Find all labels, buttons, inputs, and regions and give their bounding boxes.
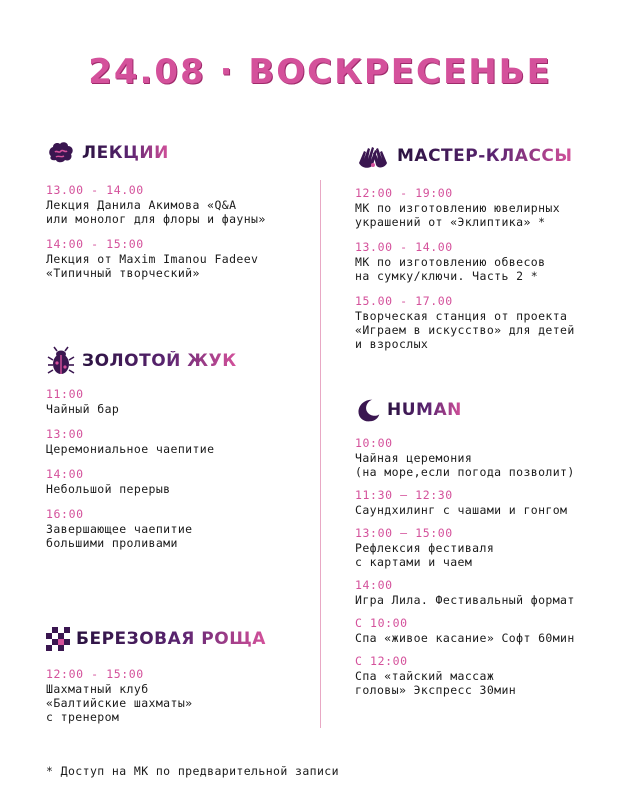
column-divider	[320, 180, 321, 728]
section-golden-beetle	[46, 344, 316, 550]
item-time: 12:00 - 19:00	[355, 186, 453, 200]
item-desc: Завершающее чаепитие большими проливами	[46, 522, 193, 550]
item-time: 11:00	[46, 387, 84, 401]
beetle-icon	[46, 346, 76, 376]
item-desc: Рефлексия фестиваля с картами и чаем	[355, 541, 495, 569]
section-human	[355, 393, 640, 697]
item-time: 15.00 - 17.00	[355, 294, 453, 308]
section-title: HUMAN	[387, 400, 462, 420]
item-desc: Игра Лила. Фестивальный формат	[355, 593, 575, 607]
item-desc: МК по изготовлению ювелирных украшений от «Эклиптика» *	[355, 201, 561, 229]
item-desc: Чайный бар	[46, 402, 120, 416]
list-item	[355, 239, 635, 283]
list-item	[355, 525, 640, 569]
item-desc: Спа «живое касание» Софт 60мин	[355, 631, 575, 645]
section-title: ЗОЛОТОЙ ЖУК	[82, 351, 237, 371]
item-desc: Лекция Данила Акимова «Q&A или монолог для флоры и фауны»	[46, 198, 266, 226]
section-header	[46, 344, 316, 378]
section-master-classes	[355, 139, 635, 351]
list-item	[355, 615, 640, 645]
section-header	[355, 139, 635, 173]
page-title: 24.08 · ВОСКРЕСЕНЬЕ	[88, 52, 552, 92]
item-desc: Творческая станция от проекта «Играем в искусство» для детей и взрослых	[355, 309, 575, 351]
list-item	[355, 435, 640, 479]
item-desc: Чайная церемония (на море,если погода позволит)	[355, 451, 575, 479]
list-item	[46, 506, 316, 550]
hands-icon	[355, 141, 391, 171]
item-time: 14:00	[46, 467, 84, 481]
section-title: ЛЕКЦИИ	[82, 143, 169, 163]
brain-icon	[46, 138, 76, 168]
section-header	[46, 136, 316, 170]
item-time: 12:00 - 15:00	[46, 667, 144, 681]
list-item	[355, 487, 640, 517]
list-item	[46, 236, 316, 280]
section-birch-grove	[46, 622, 316, 724]
item-time: 13.00 - 14.00	[355, 240, 453, 254]
item-time: 13.00 - 14.00	[46, 183, 144, 197]
item-time: 13:00	[46, 427, 84, 441]
item-desc: Шахматный клуб «Балтийские шахматы» с тренером	[46, 682, 193, 724]
moon-icon	[355, 397, 381, 423]
list-item	[46, 466, 316, 496]
item-time: 11:30 – 12:30	[355, 488, 453, 502]
section-header	[355, 393, 640, 427]
list-item	[46, 426, 316, 456]
item-desc: МК по изготовлению обвесов на сумку/ключи. Часть 2 *	[355, 255, 546, 283]
list-item	[46, 386, 316, 416]
item-time: 16:00	[46, 507, 84, 521]
item-desc: Церемониальное чаепитие	[46, 442, 215, 456]
item-desc: Спа «тайский массаж головы» Экспресс 30мин	[355, 669, 517, 697]
list-item	[355, 185, 635, 229]
item-time: 13:00 – 15:00	[355, 526, 453, 540]
section-lectures	[46, 136, 316, 280]
section-header	[46, 622, 316, 656]
checker-icon	[46, 627, 70, 651]
item-desc: Небольшой перерыв	[46, 482, 171, 496]
item-time: С 12:00	[355, 654, 408, 668]
item-time: 10:00	[355, 436, 393, 450]
list-item	[355, 577, 640, 607]
item-desc: Лекция от Maxim Imanou Fadeev «Типичный творческий»	[46, 252, 259, 280]
list-item	[355, 293, 635, 351]
list-item	[46, 182, 316, 226]
list-item	[355, 653, 640, 697]
item-time: 14:00	[355, 578, 393, 592]
item-time: 14:00 - 15:00	[46, 237, 144, 251]
footnote: * Доступ на МК по предварительной записи	[46, 764, 339, 778]
list-item	[46, 666, 316, 724]
section-title: БЕРЕЗОВАЯ РОЩА	[76, 629, 266, 649]
item-desc: Саундхилинг с чашами и гонгом	[355, 503, 568, 517]
item-time: С 10:00	[355, 616, 408, 630]
section-title: МАСТЕР-КЛАССЫ	[397, 146, 573, 166]
